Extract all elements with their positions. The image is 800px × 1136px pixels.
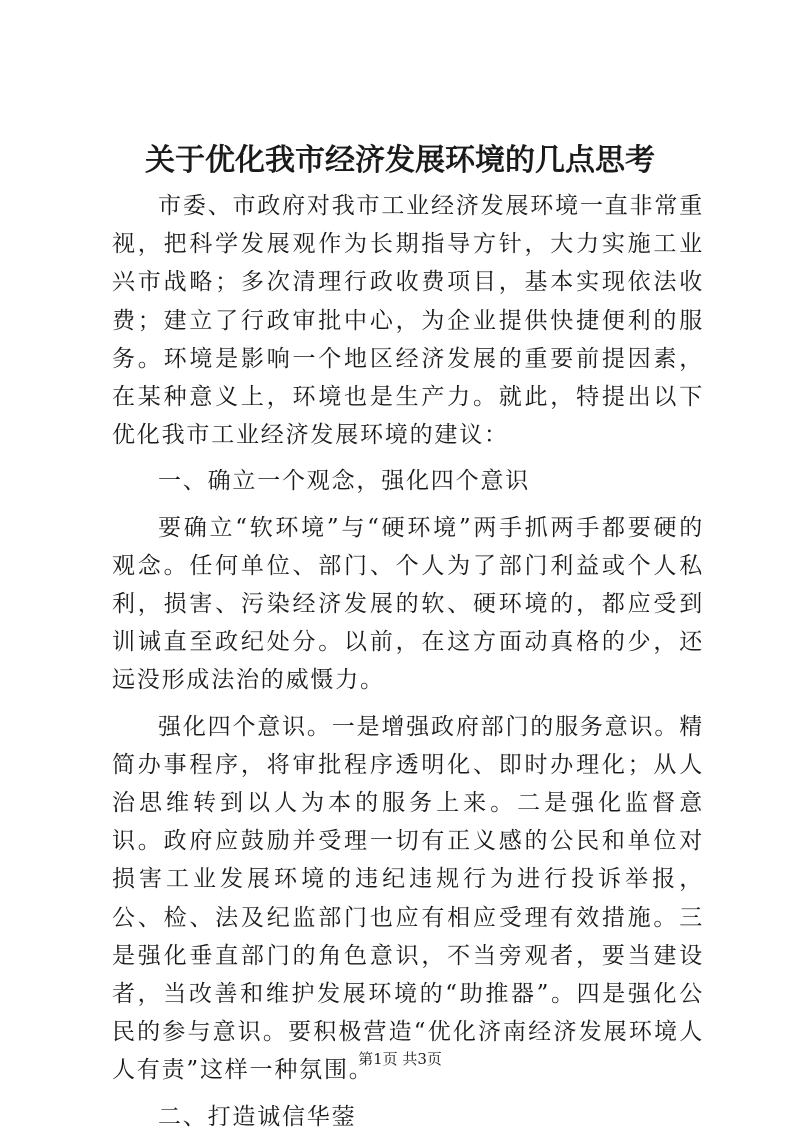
page-number-footer: 第1页 共3页 xyxy=(358,1050,442,1068)
paragraph-concept: 要确立“软环境”与“硬环境”两手抓两手都要硬的观念。任何单位、部门、个人为了部门利益或个人私利，损害、污染经济发展的软、硬环境的，都应受到训诫直至政纪处分。以前，在这方面动真格的少，还远没形成法治的威慑力。 xyxy=(112,514,704,694)
section-heading-two: 二、打造诚信华蓥 xyxy=(158,1103,357,1130)
paragraph-intro: 市委、市政府对我市工业经济发展环境一直非常重视，把科学发展观作为长期指导方针，大力实施工业兴市战略；多次清理行政收费项目，基本实现依法收费；建立了行政审批中心，为企业提供快捷便利的服务。环境是影响一个地区经济发展的重要前提因素，在某种意义上，环境也是生产力。就此，特提出以下优化我市工业经济发展环境的建议： xyxy=(112,193,704,449)
section-heading-one: 一、确立一个观念，强化四个意识 xyxy=(158,468,530,495)
paragraph-four-awareness: 强化四个意识。一是增强政府部门的服务意识。精简办事程序，将审批程序透明化、即时办理化；从人治思维转到以人为本的服务上来。二是强化监督意识。政府应鼓励并受理一切有正义感的公民和单位对损害工业发展环境的违纪违规行为进行投诉举报，公、检、法及纪监部门也应有相应受理有效措施。三是强化垂直部门的角色意识，不当旁观者，要当建设者，当改善和维护发展环境的“助推器”。四是强化公民的参与意识。要积极营造“优化济南经济发展环境人人有责”这样一种氛围。 xyxy=(112,713,704,1084)
document-title: 关于优化我市经济发展环境的几点思考 xyxy=(145,143,655,178)
document-body xyxy=(112,187,704,1136)
